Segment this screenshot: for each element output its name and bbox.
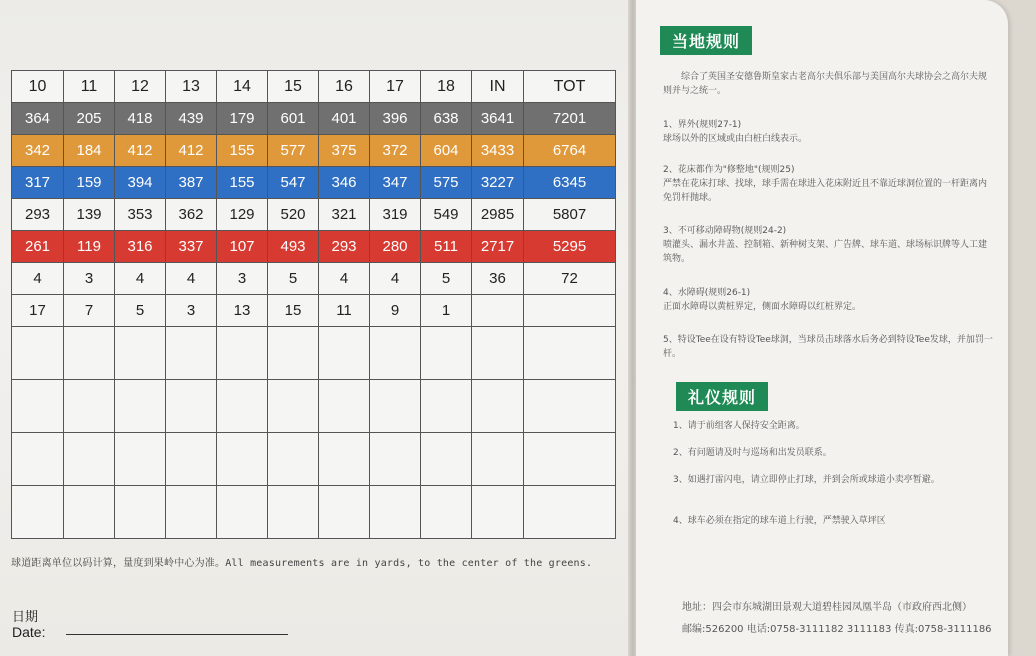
hole-number-row-cell: 16 xyxy=(319,71,370,103)
hole-number-row-cell: IN xyxy=(472,71,524,103)
score-entry-row-cell[interactable] xyxy=(12,433,64,486)
tee-yardage-row-cell: 293 xyxy=(12,199,64,231)
score-entry-row-cell[interactable] xyxy=(217,327,268,380)
scorecard-table xyxy=(11,70,616,539)
tee-yardage-row-cell: 319 xyxy=(370,199,421,231)
score-entry-row-cell[interactable] xyxy=(268,486,319,539)
address-text: 地址：四会市东城湖田景观大道碧桂园凤凰半岛（市政府西北侧） xyxy=(682,602,972,613)
tee-yardage-row-cell: 119 xyxy=(64,231,115,263)
score-entry-row xyxy=(12,327,616,380)
score-entry-row-cell[interactable] xyxy=(319,380,370,433)
tee-yardage-row-cell: 159 xyxy=(64,167,115,199)
score-entry-row-cell[interactable] xyxy=(166,327,217,380)
score-entry-row-cell[interactable] xyxy=(115,433,166,486)
score-entry-row-cell[interactable] xyxy=(319,433,370,486)
par-row-cell: 4 xyxy=(115,263,166,295)
tee-yardage-row-cell: 316 xyxy=(115,231,166,263)
score-entry-row xyxy=(12,380,616,433)
hole-number-row-cell: TOT xyxy=(524,71,616,103)
tee-yardage-row-cell: 3433 xyxy=(472,135,524,167)
tee-yardage-row-cell: 139 xyxy=(64,199,115,231)
tee-yardage-row-cell: 396 xyxy=(370,103,421,135)
hole-number-row xyxy=(12,71,616,103)
tee-yardage-row-cell: 604 xyxy=(421,135,472,167)
tee-yardage-row-cell: 547 xyxy=(268,167,319,199)
par-row-cell: 3 xyxy=(64,263,115,295)
date-label-cn: 日期 xyxy=(12,610,39,625)
score-entry-row-cell[interactable] xyxy=(166,486,217,539)
handicap-row xyxy=(12,295,616,327)
score-entry-row-cell[interactable] xyxy=(115,486,166,539)
tee-yardage-row-cell: 353 xyxy=(115,199,166,231)
tee-yardage-row-cell: 601 xyxy=(268,103,319,135)
local-rule-item: 2、花床都作为"修整地"(规则25) 严禁在花床打球、找球，球手需在球进入花床附近且不靠近球洞位置的一杆距离内免罚杆抛球。 xyxy=(663,165,988,203)
score-entry-row-cell[interactable] xyxy=(166,433,217,486)
hole-number-row-cell: 18 xyxy=(421,71,472,103)
local-rules-title: 当地规则 xyxy=(660,26,752,55)
local-rule-item: 1、界外(规则27-1) 球场以外的区域或由白桩白线表示。 xyxy=(663,120,808,144)
local-rule-item: 4、水障碍(规则26-1) 正面水障碍以黄桩界定，侧面水障碍以红桩界定。 xyxy=(663,288,862,312)
tee-yardage-row xyxy=(12,135,616,167)
etiquette-item: 1、请于前组客人保持安全距离。 xyxy=(673,421,805,431)
score-entry-row-cell[interactable] xyxy=(12,486,64,539)
par-row-cell: 4 xyxy=(370,263,421,295)
tee-yardage-row-cell: 372 xyxy=(370,135,421,167)
score-entry-row-cell[interactable] xyxy=(370,433,421,486)
tee-yardage-row-cell: 412 xyxy=(115,135,166,167)
score-entry-row-cell[interactable] xyxy=(421,327,472,380)
handicap-row-cell xyxy=(524,295,616,327)
tee-yardage-row-cell: 418 xyxy=(115,103,166,135)
score-entry-row-cell[interactable] xyxy=(268,380,319,433)
tee-yardage-row-cell: 321 xyxy=(319,199,370,231)
handicap-row-cell: 3 xyxy=(166,295,217,327)
tee-yardage-row-cell: 412 xyxy=(166,135,217,167)
etiquette-item: 4、球车必须在指定的球车道上行驶，严禁驶入草坪区 xyxy=(673,516,886,526)
tee-yardage-row-cell: 346 xyxy=(319,167,370,199)
score-entry-row-cell[interactable] xyxy=(524,433,616,486)
score-entry-row-cell[interactable] xyxy=(64,433,115,486)
score-entry-row-cell[interactable] xyxy=(370,486,421,539)
tee-yardage-row-cell: 638 xyxy=(421,103,472,135)
score-entry-row-cell[interactable] xyxy=(166,380,217,433)
score-entry-row-cell[interactable] xyxy=(115,380,166,433)
tee-yardage-row-cell: 577 xyxy=(268,135,319,167)
score-entry-row-cell[interactable] xyxy=(268,327,319,380)
tee-yardage-row-cell: 364 xyxy=(12,103,64,135)
par-row-cell: 3 xyxy=(217,263,268,295)
rules-right-page xyxy=(636,0,1008,656)
score-entry-row-cell[interactable] xyxy=(12,380,64,433)
score-entry-row-cell[interactable] xyxy=(217,380,268,433)
tee-yardage-row-cell: 280 xyxy=(370,231,421,263)
par-row xyxy=(12,263,616,295)
score-entry-row-cell[interactable] xyxy=(217,486,268,539)
par-row-cell: 5 xyxy=(268,263,319,295)
par-row-cell: 5 xyxy=(421,263,472,295)
score-entry-row-cell[interactable] xyxy=(217,433,268,486)
etiquette-item: 2、有问题请及时与巡场和出发员联系。 xyxy=(673,448,832,458)
tee-yardage-row xyxy=(12,231,616,263)
date-write-line[interactable] xyxy=(66,634,288,635)
tee-yardage-row-cell: 5295 xyxy=(524,231,616,263)
score-entry-row-cell[interactable] xyxy=(472,486,524,539)
tee-yardage-row-cell: 493 xyxy=(268,231,319,263)
score-entry-row-cell[interactable] xyxy=(12,327,64,380)
tee-yardage-row-cell: 261 xyxy=(12,231,64,263)
par-row-cell: 4 xyxy=(319,263,370,295)
hole-number-row-cell: 15 xyxy=(268,71,319,103)
tee-yardage-row-cell: 2717 xyxy=(472,231,524,263)
handicap-row-cell: 15 xyxy=(268,295,319,327)
tee-yardage-row-cell: 342 xyxy=(12,135,64,167)
score-entry-row-cell[interactable] xyxy=(64,380,115,433)
etiquette-title: 礼仪规则 xyxy=(676,382,768,411)
tee-yardage-row-cell: 205 xyxy=(64,103,115,135)
tee-yardage-row-cell: 347 xyxy=(370,167,421,199)
tee-yardage-row-cell: 549 xyxy=(421,199,472,231)
handicap-row-cell: 11 xyxy=(319,295,370,327)
score-entry-row-cell[interactable] xyxy=(472,327,524,380)
tee-yardage-row-cell: 439 xyxy=(166,103,217,135)
score-entry-row-cell[interactable] xyxy=(421,380,472,433)
etiquette-item: 3、如遇打雷闪电，请立即停止打球，并到会所或球道小卖亭暂避。 xyxy=(673,475,940,485)
tee-yardage-row-cell: 184 xyxy=(64,135,115,167)
tee-yardage-row-cell: 155 xyxy=(217,167,268,199)
tee-yardage-row xyxy=(12,167,616,199)
score-entry-row-cell[interactable] xyxy=(524,327,616,380)
score-entry-row-cell[interactable] xyxy=(524,380,616,433)
score-entry-row-cell[interactable] xyxy=(319,327,370,380)
tee-yardage-row-cell: 3641 xyxy=(472,103,524,135)
score-entry-row-cell[interactable] xyxy=(115,327,166,380)
tee-yardage-row-cell: 6345 xyxy=(524,167,616,199)
handicap-row-cell: 1 xyxy=(421,295,472,327)
measurement-note: 球道距离单位以码计算，量度到果岭中心为准。All measurements are in yards, to the center of the greens. xyxy=(11,558,593,569)
tee-yardage-row-cell: 5807 xyxy=(524,199,616,231)
score-entry-row-cell[interactable] xyxy=(268,433,319,486)
tee-yardage-row-cell: 375 xyxy=(319,135,370,167)
tee-yardage-row-cell: 575 xyxy=(421,167,472,199)
tee-yardage-row-cell: 401 xyxy=(319,103,370,135)
score-entry-row-cell[interactable] xyxy=(472,433,524,486)
tee-yardage-row xyxy=(12,103,616,135)
local-rule-item: 3、不可移动障碍物(规则24-2) 喷灌头、漏水井盖、控制箱、新种树支架、广告牌、球车道、球场标识牌等人工建筑物。 xyxy=(663,226,988,264)
par-row-cell: 4 xyxy=(12,263,64,295)
handicap-row-cell: 13 xyxy=(217,295,268,327)
tee-yardage-row-cell: 129 xyxy=(217,199,268,231)
hole-number-row-cell: 14 xyxy=(217,71,268,103)
tee-yardage-row-cell: 520 xyxy=(268,199,319,231)
handicap-row-cell: 7 xyxy=(64,295,115,327)
handicap-row-cell: 9 xyxy=(370,295,421,327)
score-entry-row-cell[interactable] xyxy=(421,486,472,539)
par-row-cell: 36 xyxy=(472,263,524,295)
handicap-row-cell: 17 xyxy=(12,295,64,327)
score-entry-row-cell[interactable] xyxy=(370,380,421,433)
score-entry-row-cell[interactable] xyxy=(472,380,524,433)
score-entry-row-cell[interactable] xyxy=(319,486,370,539)
hole-number-row-cell: 17 xyxy=(370,71,421,103)
score-entry-row-cell[interactable] xyxy=(524,486,616,539)
tee-yardage-row-cell: 337 xyxy=(166,231,217,263)
tee-yardage-row-cell: 107 xyxy=(217,231,268,263)
tee-yardage-row-cell: 3227 xyxy=(472,167,524,199)
local-rules-intro: 综合了英国圣安德鲁斯皇家古老高尔夫俱乐部与美国高尔夫球协会之高尔夫规则并与之统一。 xyxy=(663,72,988,96)
score-entry-row-cell[interactable] xyxy=(64,327,115,380)
handicap-row-cell xyxy=(472,295,524,327)
hole-number-row-cell: 11 xyxy=(64,71,115,103)
tee-yardage-row-cell: 179 xyxy=(217,103,268,135)
tee-yardage-row-cell: 6764 xyxy=(524,135,616,167)
handicap-row-cell: 5 xyxy=(115,295,166,327)
score-entry-row xyxy=(12,433,616,486)
local-rule-item: 5、特设Tee在设有特设Tee球洞，当球员击球落水后务必到特设Tee发球，并加罚一杆。 xyxy=(663,335,993,359)
par-row-cell: 72 xyxy=(524,263,616,295)
date-label-en: Date: xyxy=(12,624,46,640)
tee-yardage-row-cell: 317 xyxy=(12,167,64,199)
tee-yardage-row-cell: 362 xyxy=(166,199,217,231)
tee-yardage-row-cell: 7201 xyxy=(524,103,616,135)
hole-number-row-cell: 12 xyxy=(115,71,166,103)
contact-text: 邮编:526200 电话:0758-3111182 3111183 传真:0758-3111186 xyxy=(682,624,992,635)
score-entry-row xyxy=(12,486,616,539)
hole-number-row-cell: 13 xyxy=(166,71,217,103)
tee-yardage-row-cell: 394 xyxy=(115,167,166,199)
score-entry-row-cell[interactable] xyxy=(421,433,472,486)
score-entry-row-cell[interactable] xyxy=(64,486,115,539)
tee-yardage-row-cell: 387 xyxy=(166,167,217,199)
tee-yardage-row-cell: 155 xyxy=(217,135,268,167)
tee-yardage-row-cell: 511 xyxy=(421,231,472,263)
hole-number-row-cell: 10 xyxy=(12,71,64,103)
tee-yardage-row xyxy=(12,199,616,231)
tee-yardage-row-cell: 293 xyxy=(319,231,370,263)
par-row-cell: 4 xyxy=(166,263,217,295)
tee-yardage-row-cell: 2985 xyxy=(472,199,524,231)
score-entry-row-cell[interactable] xyxy=(370,327,421,380)
